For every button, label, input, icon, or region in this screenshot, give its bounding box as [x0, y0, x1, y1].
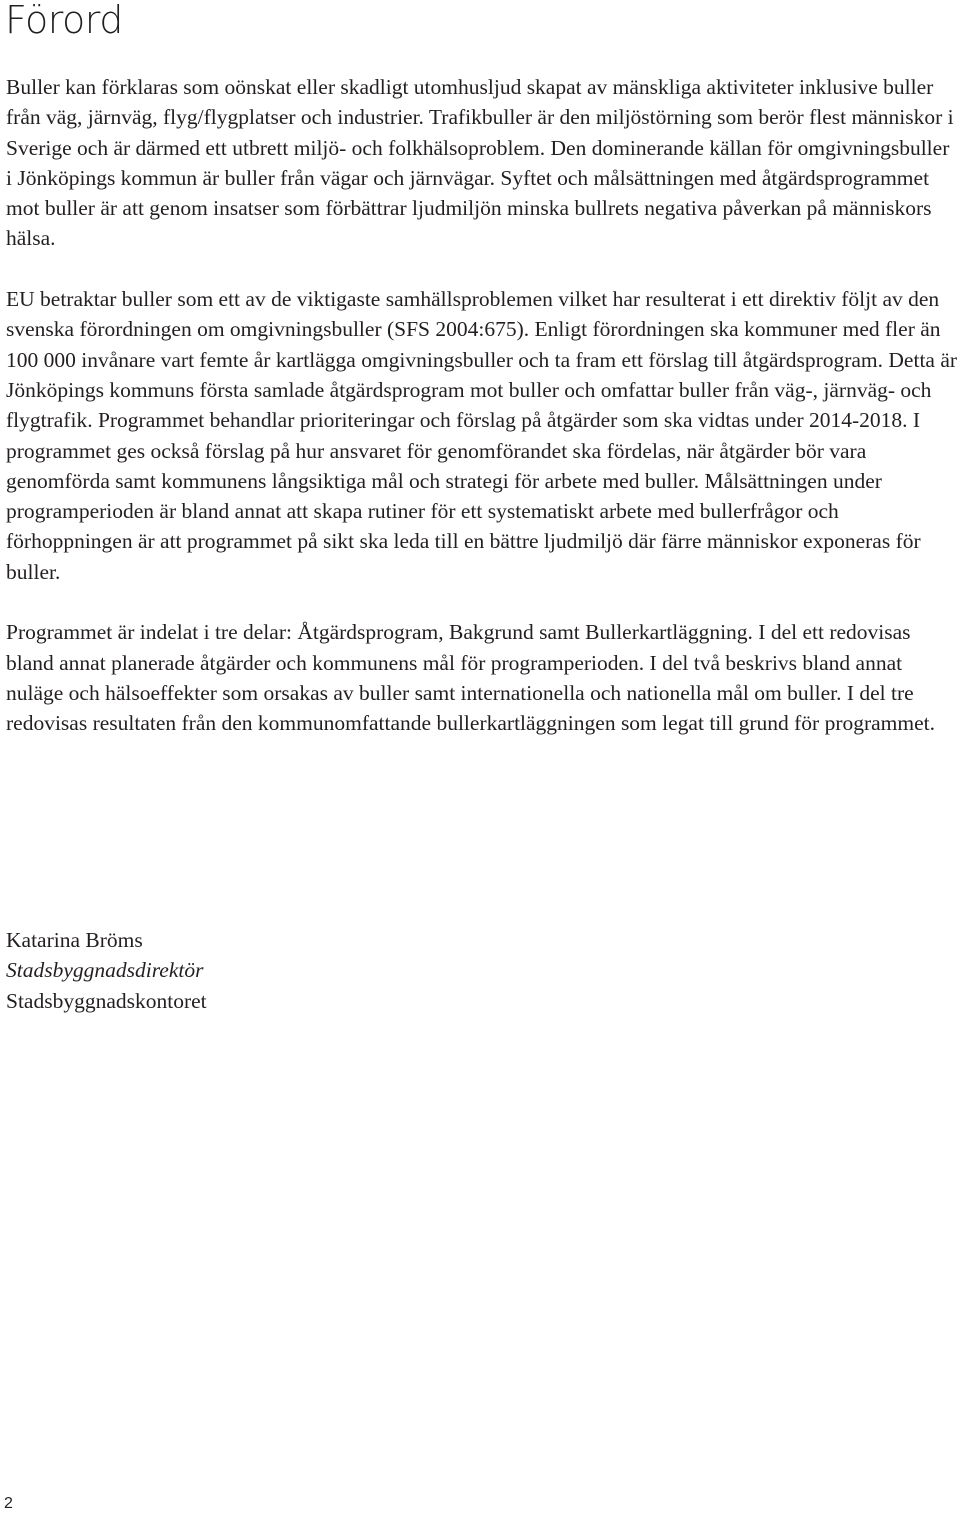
body-text [6, 72, 960, 769]
page-title: Förord [5, 0, 123, 42]
paragraph-program-structure: Programmet är indelat i tre delar: Åtgärdsprogram, Bakgrund samt Bullerkartläggning. I del ett redovisas bland annat planerade åtgärder och kommunens mål för programperioden. I del två beskrivs bland annat nuläge och hälsoeffekter som orsakas av buller samt internationella och nationella mål om buller. I del tre redovisas resultaten från den kommunomfattande bullerkartläggningen som legat till grund för programmet. [6, 620, 936, 736]
signature-role: Stadsbyggnadsdirektör [6, 958, 204, 983]
signature-name: Katarina Bröms [6, 928, 143, 952]
signature-block [6, 925, 207, 1016]
paragraph-eu-directive: EU betraktar buller som ett av de viktigaste samhällsproblemen vilket har resulterat i ett direktiv följt av den svenska förordningen om omgivningsbuller (SFS 2004:675). Enligt förordningen ska kommuner med fler än 100 000 invånare vart femte år kartlägga omgivningsbuller och ta fram ett förslag till åtgärdsprogram. Detta är Jönköpings kommuns första samlade åtgärdsprogram mot buller och omfattar buller från väg-, järnväg- och flygtrafik. Programmet behandlar prioriteringar och förslag på åtgärder som ska vidtas under 2014-2018. I programmet ges också förslag på hur ansvaret för genomförandet ska fördelas, när åtgärder bör vara genomförda samt kommunens långsiktiga mål och strategi för arbete med buller. Målsättningen under programperioden är bland annat att skapa rutiner för ett systematiskt arbete med bullerfrågor och förhoppningen är att programmet på sikt ska leda till en bättre ljudmiljö där färre människor exponeras för buller. [6, 287, 958, 584]
paragraph-intro: Buller kan förklaras som oönskat eller skadligt utomhusljud skapat av mänskliga aktiviteter inklusive buller från väg, järnväg, flyg/flygplatser och industrier. Trafikbuller är den miljöstörning som berör flest människor i Sverige och är därmed ett utbrett miljö- och folkhälsoproblem. Den dominerande källan för omgivningsbuller i Jönköpings kommun är buller från vägar och järnvägar. Syftet och målsättningen med åtgärdsprogrammet mot buller är att genom insatser som förbättrar ljudmiljön minska bullrets negativa påverkan på människors hälsa. [6, 75, 954, 251]
page-number: 2 [4, 1495, 13, 1512]
signature-department: Stadsbyggnadskontoret [6, 988, 207, 1013]
